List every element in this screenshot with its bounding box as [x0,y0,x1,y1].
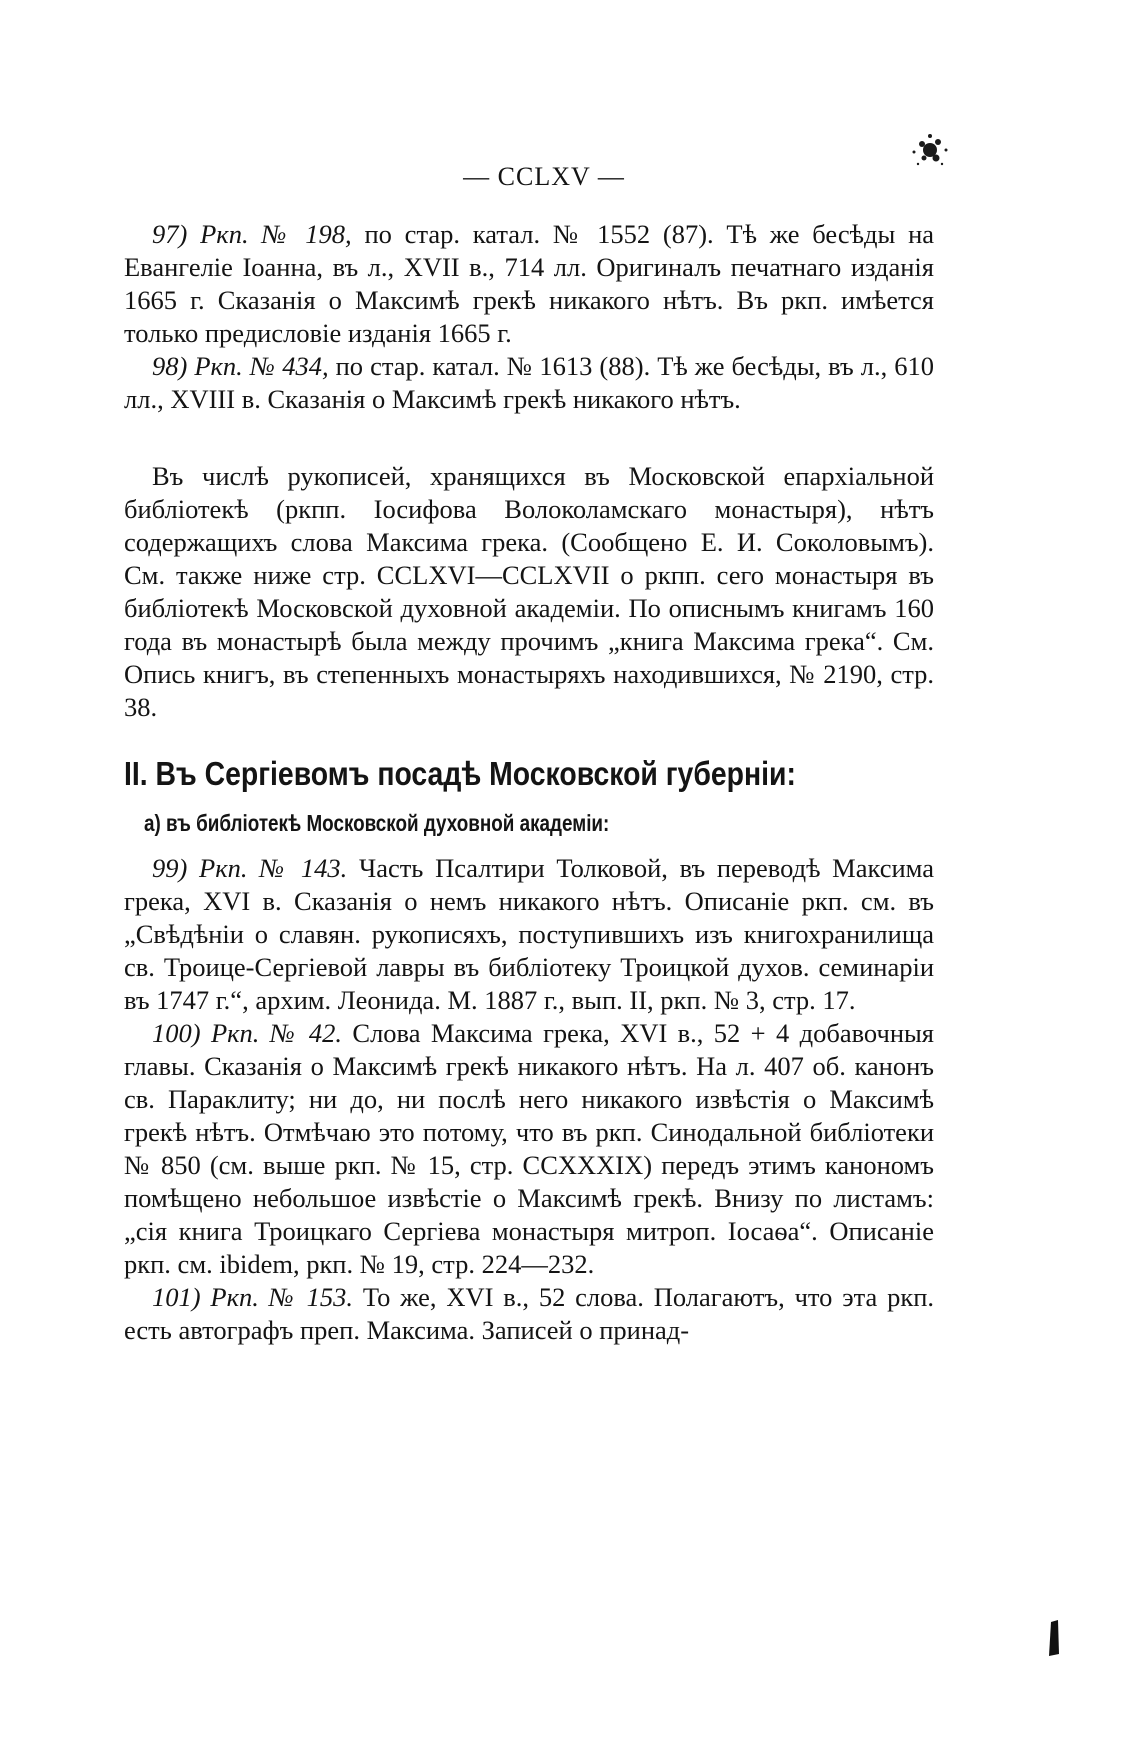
entry-98-text: по стар. катал. № 1613 (88). Тѣ же бесѣды, въ л., 610 лл., XVIII в. Сказанія о Максимѣ грекѣ никакого нѣтъ. [124,351,934,414]
entry-99-text: Часть Псалтири Толковой, въ переводѣ Максима грека, XVI в. Сказанія о немъ никакого нѣтъ. Описаніе ркп. см. въ „Свѣдѣніи о славян. рукописяхъ, поступившихъ изъ книгохранилища св. Троице-Сергіевой лавры въ библіотеку Троицкой духов. семинаріи въ 1747 г.“, архим. Леонида. М. 1887 г., вып. II, ркп. № 3, стр. 17. [124,853,934,1015]
entry-98-ref: 98) Ркп. № 434, [152,351,329,381]
entry-97-ref: 97) Ркп. № 198, [152,219,352,249]
page-content [124,150,934,1347]
subsection-title: а) въ библіотекѣ Московской духовной академіи: [144,810,610,836]
section-title: II. Въ Сергіевомъ посадѣ Московской губерніи: [124,755,796,792]
entry-101-text: То же, XVI в., 52 слова. Полагаютъ, что эта ркп. есть автографъ преп. Максима. Записей о принад- [124,1282,935,1345]
page-edge-mark [1048,1620,1060,1656]
running-head: — CCLXV — [463,162,625,191]
entry-101-ref: 101) Ркп. № 153. [152,1282,354,1312]
moscow-eparchial-library-paragraph: Въ числѣ рукописей, хранящихся въ Московской епархіальной библіотекѣ (ркпп. Іосифова Волоколамскаго монастыря), нѣтъ содержащихъ слова Максима грека. (Сообщено Е. И. Соколовымъ). См. также ниже стр. CCLXVI—CCLXVII о ркпп. сего монастыря въ библіотекѣ Московской духовной академіи. По описнымъ книгамъ 160 года въ монастырѣ была между прочимъ „книга Максима грека“. См. Опись книгъ, въ степенныхъ монастыряхъ находившихся, № 2190, стр. 38. [124,461,934,722]
entry-99 [124,852,934,1017]
entry-100-ref: 100) Ркп. № 42. [152,1018,343,1048]
entry-97 [124,218,934,350]
entry-97-text: по стар. катал. № 1552 (87). Тѣ же бесѣды на Евангеліе Іоанна, въ л., XVII в., 714 лл. Оригиналъ печатнаго изданія 1665 г. Сказанія о Максимѣ грекѣ никакого нѣтъ. Въ ркп. имѣется только предисловіе изданія 1665 г. [124,219,935,348]
entry-100 [124,1017,934,1281]
entry-100-text: Слова Максима грека, XVI в., 52 + 4 добавочныя главы. Сказанія о Максимѣ грекѣ никакого нѣтъ. На л. 407 об. канонъ св. Параклиту; ни до, ни послѣ него никакого извѣстія о Максимѣ грекѣ нѣтъ. Отмѣчаю это потому, что въ ркп. Синодальной библіотеки № 850 (см. выше ркп. № 15, стр. CCXXXIX) передъ этимъ канономъ помѣщено небольшое извѣстіе о Максимѣ грекѣ. Внизу по листамъ: „сія книга Троицкаго Сергіева монастыря митроп. Іосаѳа“. Описаніе ркп. см. ibidem, ркп. № 19, стр. 224—232. [124,1018,934,1279]
entry-101 [124,1281,934,1347]
entry-99-ref: 99) Ркп. № 143. [152,853,348,883]
entry-98 [124,350,934,416]
